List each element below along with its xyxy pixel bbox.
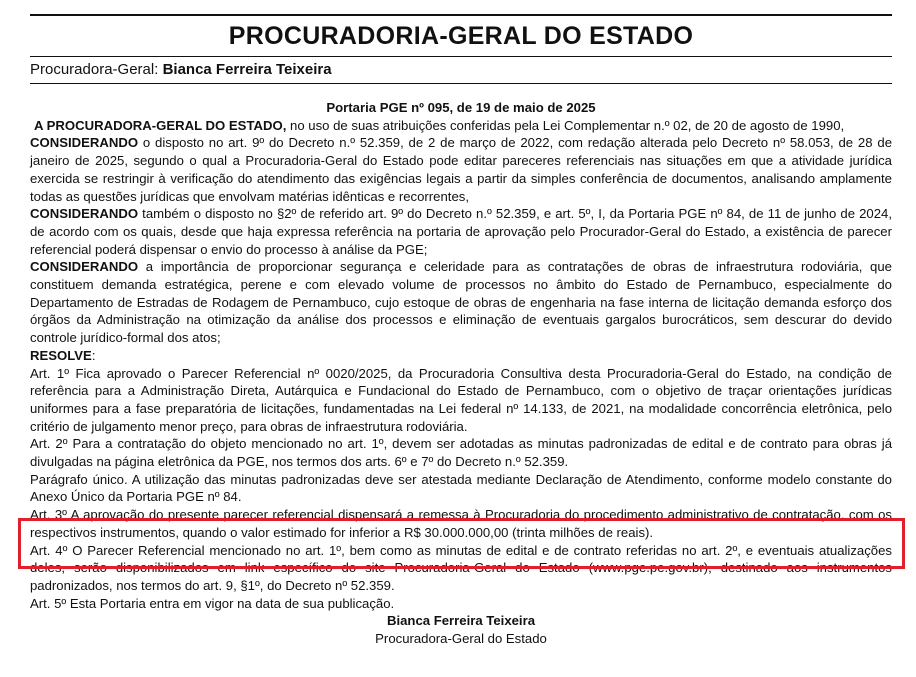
considerando-3-text: a importância de proporcionar segurança e celeridade para as contratações de obras de infraestrutura rodoviária, que constituem demanda estratégica, perene e com elevado volume de processos no âmbito do Estado de Pernambuco, especialmente do Departamento de Estradas de Rodagem de Pernambuco, cujo estoque de obras de engenharia na fase interna de licitação demanda esforço dos órgãos da Administração na otimização da análise dos processos e eliminação de eventuais gargalos burocráticos, sem descurar do devido controle jurídico-formal dos atos; [30,259,892,346]
considerando-2-text: também o disposto no §2º de referido art. 9º do Decreto n.º 52.359, e art. 5º, I, da Portaria PGE nº 84, de 11 de junho de 2024, de acordo com os quais, desde que haja expressa referência na portaria de aprovação pelo Procurador-Geral do Estado, a existência de parecer referencial poderá dispensar o envio do processo à análise da PGE; [30,206,892,257]
top-rule [30,14,892,16]
considerando-3 [30,258,892,347]
signer-name: Bianca Ferreira Teixeira [386,613,536,629]
resolve-heading [30,347,892,365]
intro-text: no uso de suas atribuições conferidas pela Lei Complementar n.º 02, de 20 de agosto de 1990, [286,117,845,133]
article-5: Art. 5º Esta Portaria entra em vigor na data de sua publicação. [30,595,395,611]
header-bottom-rule [30,83,892,84]
article-1: Art. 1º Fica aprovado o Parecer Referencial nº 0020/2025, da Procuradoria Consultiva desta Procuradoria-Geral do Estado, na condição de referência para a Administração Direta, Autárquica e Fundacional do Estado de Pernambuco, com o objetivo de traçar orientações jurídicas uniformes para a fase preparatória de licitações, fundamentadas na Lei federal nº 14.133, de 2021, na modalidade concorrência eletrônica, pelo critério de julgamento menor preço, para obras de infraestrutura rodoviária. [30,365,892,434]
intro-paragraph [30,117,892,135]
article-2: Art. 2º Para a contratação do objeto mencionado no art. 1º, devem ser adotadas as minutas padronizadas de edital e de contrato para obras já divulgadas na página eletrônica da PGE, nos termos dos arts. 6º e 7º do Decreto n.º 52.359. [30,436,892,470]
intro-bold: A PROCURADORA-GERAL DO ESTADO, [34,117,287,133]
considerando-1 [30,134,892,205]
signer-role: Procuradora-Geral do Estado [375,631,547,647]
considerando-1-text: o disposto no art. 9º do Decreto n.º 52.359, de 2 de março de 2022, com redação alterada pelo Decreto nº 58.053, de 28 de janeiro de 2025, segundo o qual a Procuradoria-Geral do Estado pode editar pareceres referenciais nas situações em que a atividade jurídica exercida se restringir à verificação do atendimento das exigências legais a partir da simples conferência de documentos, analisando amplamente todas as questões jurídicas que envolvam matérias idênticas e recorrentes, [30,135,892,204]
paragrafo-unico: Parágrafo único. A utilização das minutas padronizadas deve ser atestada mediante Declaração de Atendimento, conforme modelo constante do Anexo Único da Portaria PGE nº 84. [30,471,892,505]
considerando-1-bold: CONSIDERANDO [30,135,139,151]
document-body [30,99,892,648]
article-4: Art. 4º O Parecer Referencial mencionado no art. 1º, bem como as minutas de edital e de contrato referidas no art. 2º, e eventuais atualizações deles, serão disponibilizados em link específico do site Procuradoria-Geral do Estado (www.pge.pe.gov.br), destinado aos instrumentos padronizados, nos termos do art. 9, §1º, do Decreto nº 52.359. [30,542,892,593]
head-name: Bianca Ferreira Teixeira [162,61,332,78]
document-title: Portaria PGE nº 095, de 19 de maio de 2025 [326,100,596,115]
considerando-3-bold: CONSIDERANDO [30,259,139,275]
resolve-colon: : [91,347,96,363]
resolve-bold: RESOLVE [30,347,92,363]
article-3: Art. 3º A aprovação do presente parecer referencial dispensará a remessa à Procuradoria do procedimento administrativo de contratação, com os respectivos instrumentos, quando o valor estimado for inferior a R$ 30.000.000,00 (trinta milhões de reais). [30,507,892,540]
agency-title: PROCURADORIA-GERAL DO ESTADO [228,22,694,50]
considerando-2-bold: CONSIDERANDO [30,206,139,222]
head-line [30,60,892,80]
considerando-2 [30,205,892,258]
title-rule [30,56,892,57]
head-role: Procuradora-Geral: [30,61,163,78]
